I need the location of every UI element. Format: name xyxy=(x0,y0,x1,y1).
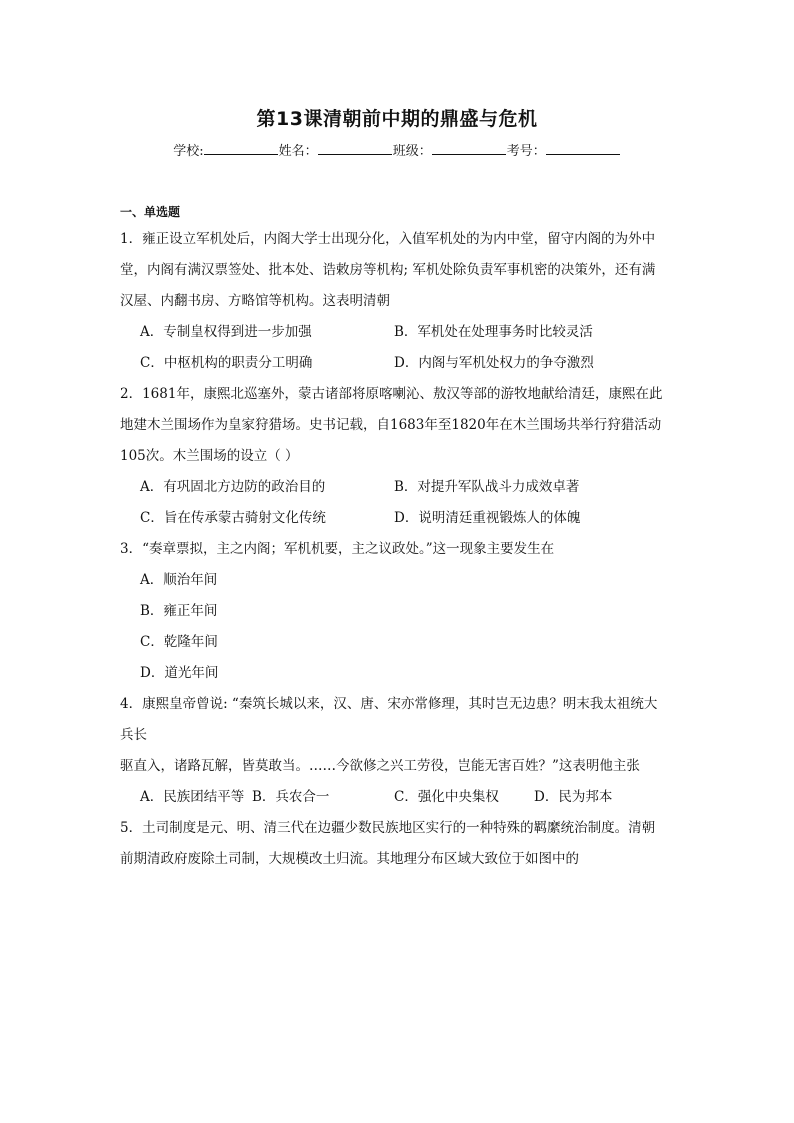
name-blank[interactable] xyxy=(318,142,392,155)
question-4 xyxy=(120,689,680,813)
question-4-options-row xyxy=(120,782,680,813)
class-label: 班级： xyxy=(392,144,432,159)
question-1-option-c[interactable]: C．中枢机构的职责分工明确 xyxy=(140,355,313,371)
school-blank[interactable] xyxy=(204,142,278,155)
question-content xyxy=(120,200,680,875)
question-4-line-2: 兵长 xyxy=(120,727,147,743)
question-1-line-1: 1．雍正设立军机处后，内阁大学士出现分化，入值军机处的为内中堂，留守内阁的为外中 xyxy=(120,231,656,247)
question-2-line-1: 2．1681年，康熙北巡塞外，蒙古诸部将原喀喇沁、敖汉等部的游牧地献给清廷，康熙在此 xyxy=(120,386,663,402)
question-2-options-row-1 xyxy=(120,472,680,503)
school-label: 学校: xyxy=(173,144,204,159)
question-5-line-1: 5．土司制度是元、明、清三代在边疆少数民族地区实行的一种特殊的羁縻统治制度。清朝 xyxy=(120,820,656,836)
question-4-option-b[interactable]: B．兵农合一 xyxy=(252,789,330,805)
question-2-line-2: 地建木兰围场作为皇家狩猎场。史书记载，自1683年至1820年在木兰围场共举行狩猎活动 xyxy=(120,417,662,433)
question-5 xyxy=(120,813,680,875)
question-2-option-a[interactable]: A．有巩固北方边防的政治目的 xyxy=(140,479,326,495)
page-title: 第13课清朝前中期的鼎盛与危机 xyxy=(256,108,538,130)
question-1-option-a[interactable]: A．专制皇权得到进一步加强 xyxy=(140,324,312,340)
question-2-option-c[interactable]: C．旨在传承蒙古骑射文化传统 xyxy=(140,510,326,526)
question-4-line-1: 4．康熙皇帝曾说: “秦筑长城以来，汉、唐、宋亦常修理，其时岂无边患？明末我太祖统大 xyxy=(120,696,658,712)
question-1-line-3: 汉屋、内翻书房、方略馆等机构。这表明清朝 xyxy=(120,293,390,309)
exam-number-label: 考号： xyxy=(506,144,546,159)
question-3-option-d[interactable]: D．道光年间 xyxy=(140,665,219,681)
question-3-option-b[interactable]: B．雍正年间 xyxy=(140,603,218,619)
question-2-option-d[interactable]: D．说明清廷重视锻炼人的体魄 xyxy=(394,510,581,526)
question-4-option-c[interactable]: C．强化中央集权 xyxy=(394,789,499,805)
exam-number-blank[interactable] xyxy=(546,142,620,155)
question-1-options-row-1 xyxy=(120,317,680,348)
student-info-row xyxy=(0,140,794,159)
question-3 xyxy=(120,534,680,689)
question-2-line-3: 105次。木兰围场的设立（ ） xyxy=(120,448,299,464)
question-1-option-b[interactable]: B．军机处在处理事务时比较灵活 xyxy=(394,324,593,340)
section-heading: 一、单选题 xyxy=(120,205,181,219)
question-3-option-a[interactable]: A．顺治年间 xyxy=(140,572,218,588)
question-1-options-row-2 xyxy=(120,348,680,379)
question-5-line-2: 前期清政府废除土司制，大规模改土归流。其地理分布区域大致位于如图中的 xyxy=(120,851,579,867)
question-2 xyxy=(120,379,680,534)
question-3-line-1: 3．“奏章票拟，主之内阁；军机机要，主之议政处。”这一现象主要发生在 xyxy=(120,541,555,557)
question-4-option-a[interactable]: A．民族团结平等 xyxy=(140,789,245,805)
question-4-line-3: 驱直入，诸路瓦解，皆莫敢当。……今欲修之兴工劳役，岂能无害百姓？”这表明他主张 xyxy=(120,758,640,774)
question-1 xyxy=(120,224,680,379)
question-4-option-d[interactable]: D．民为邦本 xyxy=(534,789,613,805)
question-1-option-d[interactable]: D．内阁与军机处权力的争夺激烈 xyxy=(394,355,594,371)
name-label: 姓名： xyxy=(278,144,318,159)
question-2-options-row-2 xyxy=(120,503,680,534)
question-3-option-c[interactable]: C．乾隆年间 xyxy=(140,634,218,650)
question-2-option-b[interactable]: B．对提升军队战斗力成效卓著 xyxy=(394,479,580,495)
class-blank[interactable] xyxy=(432,142,506,155)
question-1-line-2: 堂，内阁有满汉票签处、批本处、诰敕房等机构; 军机处除负责军事机密的决策外，还有满 xyxy=(120,262,656,278)
